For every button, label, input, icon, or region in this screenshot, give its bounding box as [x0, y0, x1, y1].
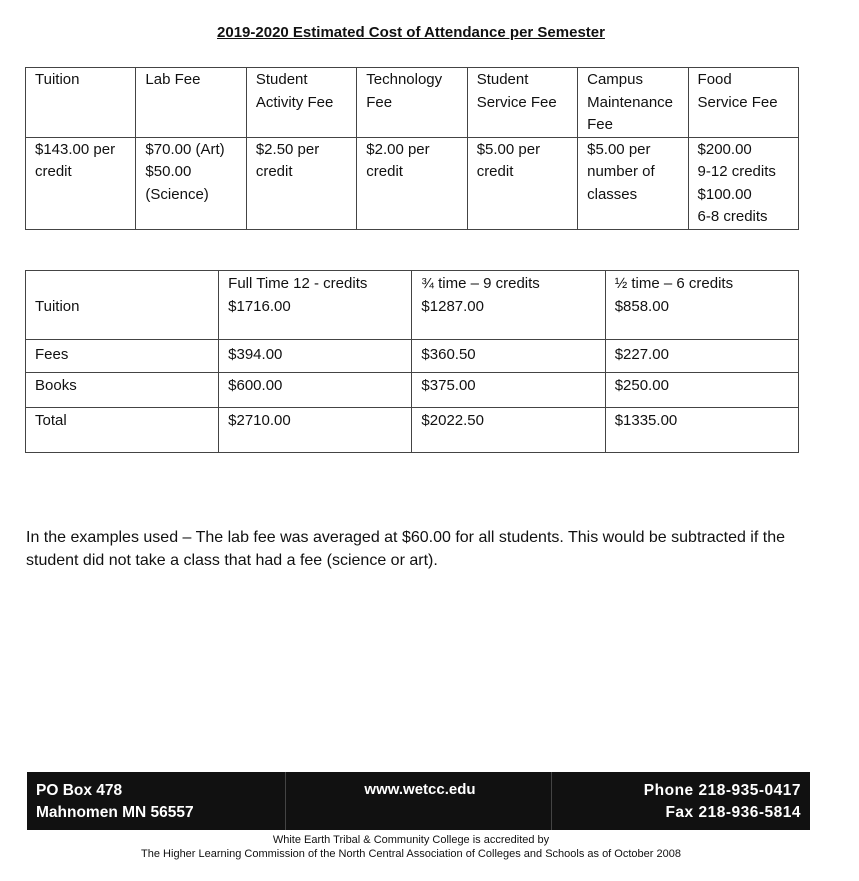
column-header: Full Time 12 - credits	[219, 271, 412, 296]
accreditation-line: White Earth Tribal & Community College is accredited by	[272, 834, 550, 846]
address-line: PO Box 478	[36, 782, 123, 799]
address-line: Mahnomen MN 56557	[36, 804, 194, 821]
fee-header-cell: Student Activity Fee	[246, 68, 356, 138]
table-row	[26, 373, 799, 408]
table-cell: $858.00	[605, 296, 798, 340]
table-row	[26, 340, 799, 373]
footer-divider	[285, 772, 286, 830]
column-header: ¾ time – 9 credits	[412, 271, 605, 296]
cost-header-row	[26, 271, 799, 296]
lab-fee-note: In the examples used – The lab fee was averaged at $60.00 for all students. This would be subtracted if the student did not take a class that had a fee (science or art).	[26, 529, 785, 569]
row-label: Total	[26, 408, 219, 453]
fee-value-cell: $2.00 per credit	[357, 137, 467, 229]
phone-number: Phone 218-935-0417	[643, 782, 801, 799]
fee-value-cell: $143.00 per credit	[26, 137, 136, 229]
mailing-address	[36, 780, 194, 824]
fee-breakdown-table	[25, 67, 799, 230]
website-link[interactable]: www.wetcc.edu	[364, 781, 476, 798]
row-label: Tuition	[26, 271, 219, 340]
fee-value-row	[26, 137, 799, 229]
fee-header-cell: Campus Maintenance Fee	[578, 68, 688, 138]
table-cell: $2022.50	[412, 408, 605, 453]
fee-header-cell: Food Service Fee	[688, 68, 798, 138]
footer-divider	[551, 772, 552, 830]
fee-header-row	[26, 68, 799, 138]
fee-value-cell: $5.00 per number of classes	[578, 137, 688, 229]
fee-header-cell: Technology Fee	[357, 68, 467, 138]
table-cell: $394.00	[219, 340, 412, 373]
phone-fax	[644, 780, 801, 824]
fee-header-cell: Tuition	[26, 68, 136, 138]
column-header: ½ time – 6 credits	[605, 271, 798, 296]
fee-value-cell: $200.00 9-12 credits $100.00 6-8 credits	[688, 137, 798, 229]
cost-summary-table	[25, 270, 799, 453]
table-cell: $1287.00	[412, 296, 605, 340]
table-row	[26, 408, 799, 453]
table-cell: $1335.00	[605, 408, 798, 453]
table-cell: $250.00	[605, 373, 798, 408]
page-title: 2019-2020 Estimated Cost of Attendance per Semester	[217, 24, 605, 41]
footer-contact-bar	[27, 772, 810, 830]
row-label: Fees	[26, 340, 219, 373]
table-cell: $600.00	[219, 373, 412, 408]
accreditation-line: The Higher Learning Commission of the North Central Association of Colleges and Schools as of October 2008	[141, 848, 681, 860]
table-cell: $227.00	[605, 340, 798, 373]
row-label: Books	[26, 373, 219, 408]
table-cell: $2710.00	[219, 408, 412, 453]
fee-header-cell: Student Service Fee	[467, 68, 577, 138]
fee-value-cell: $70.00 (Art) $50.00 (Science)	[136, 137, 246, 229]
fee-value-cell: $5.00 per credit	[467, 137, 577, 229]
table-cell: $1716.00	[219, 296, 412, 340]
fee-value-cell: $2.50 per credit	[246, 137, 356, 229]
table-cell: $375.00	[412, 373, 605, 408]
table-cell: $360.50	[412, 340, 605, 373]
fax-number: Fax 218-936-5814	[665, 804, 801, 821]
fee-header-cell: Lab Fee	[136, 68, 246, 138]
